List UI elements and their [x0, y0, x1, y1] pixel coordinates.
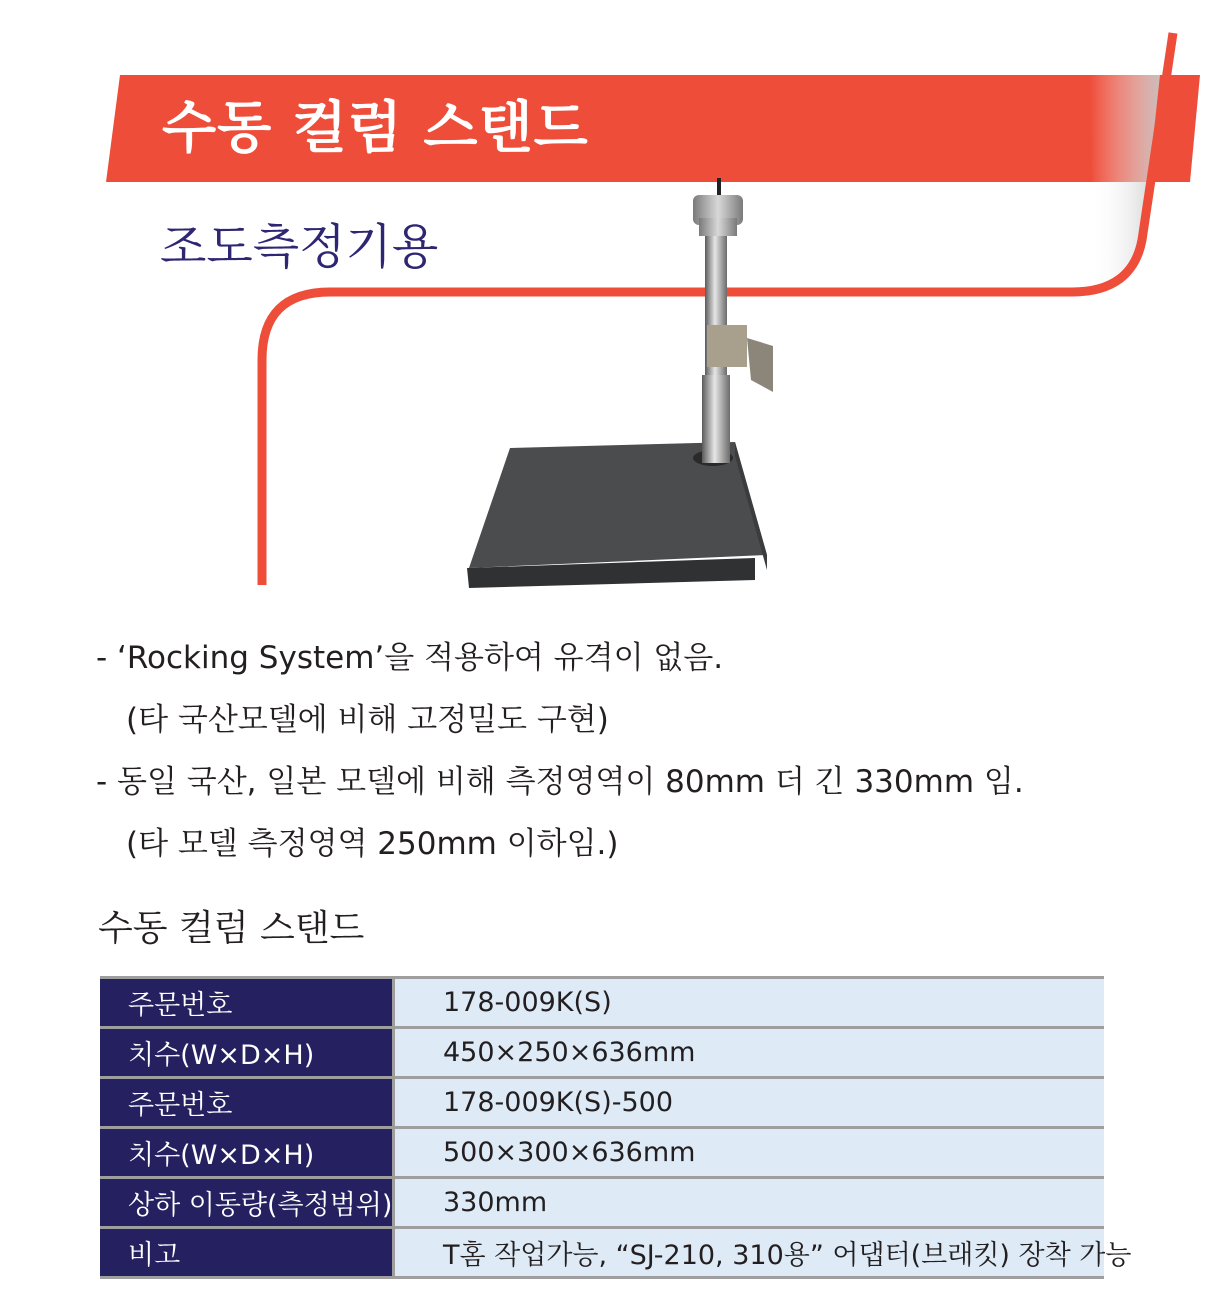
spec-label: 치수(W×D×H) — [100, 1128, 394, 1178]
page-title: 수동 컬럼 스탠드 — [162, 96, 589, 161]
spec-label: 비고 — [100, 1228, 394, 1278]
column-stand-photo — [455, 170, 785, 590]
spec-value: 450×250×636mm — [394, 1028, 1105, 1078]
spec-table — [100, 976, 1132, 1279]
spec-section-heading: 수동 컬럼 스탠드 — [98, 908, 365, 949]
table-row — [100, 1128, 1104, 1178]
feature-line-1: - ‘Rocking System’을 적용하여 유격이 없음. — [96, 640, 724, 676]
column-carriage — [707, 325, 747, 367]
spec-value: T홈 작업가능, “SJ-210, 310용” 어댑터(브래킷) 장착 가능 — [394, 1228, 1105, 1278]
spec-label: 주문번호 — [100, 1078, 394, 1128]
spec-label: 상하 이동량(측정범위) — [100, 1178, 394, 1228]
spec-value: 500×300×636mm — [394, 1128, 1105, 1178]
page-subtitle: 조도측정기용 — [160, 219, 439, 275]
feature-line-2: (타 국산모델에 비해 고정밀도 구현) — [126, 702, 609, 738]
table-row — [100, 1178, 1104, 1228]
spec-value: 330mm — [394, 1178, 1105, 1228]
table-row — [100, 1028, 1104, 1078]
feature-line-4: (타 모델 측정영역 250mm 이하임.) — [126, 826, 619, 862]
table-row — [100, 1228, 1104, 1278]
spec-value: 178-009K(S) — [394, 978, 1105, 1028]
spec-label: 치수(W×D×H) — [100, 1028, 394, 1078]
table-row — [100, 978, 1104, 1028]
bracket-plate — [747, 338, 773, 392]
spec-label: 주문번호 — [100, 978, 394, 1028]
feature-line-3: - 동일 국산, 일본 모델에 비해 측정영역이 80mm 더 긴 330mm 임. — [96, 764, 1024, 800]
table-row — [100, 1078, 1104, 1128]
spec-value: 178-009K(S)-500 — [394, 1078, 1105, 1128]
